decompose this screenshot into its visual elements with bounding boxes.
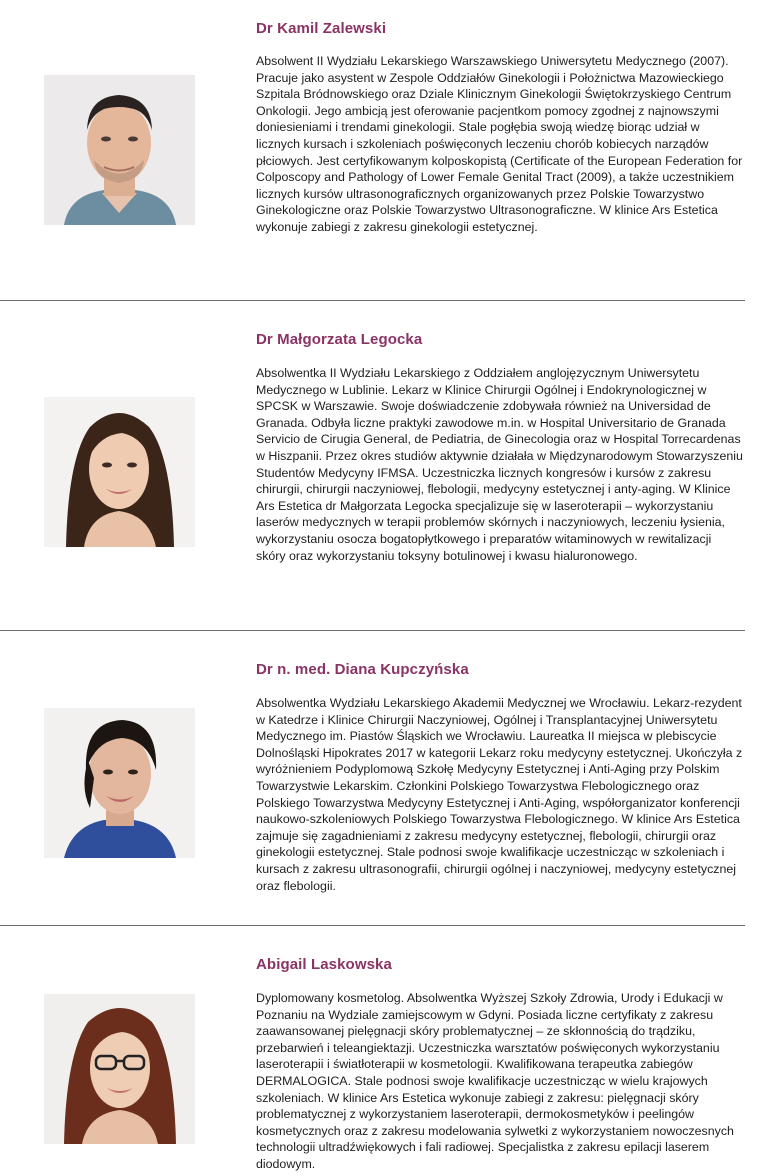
portrait-malgorzata-legocka [44, 397, 195, 547]
profile-malgorzata-legocka [0, 301, 761, 631]
portrait-kamil-zalewski [44, 75, 195, 225]
profile-kamil-zalewski [0, 0, 761, 301]
portrait-abigail-laskowska [44, 994, 195, 1144]
profile-bio: Absolwentka II Wydziału Lekarskiego z Oddziałem anglojęzycznym Uniwersytetu Medycznego w Lublinie. Lekarz w Klinice Chirurgii Ogólnej i Endokrynologicznej w SPCSK w Warszawie. Swoje doświadczenie zdobywała również na Universidad de Granada. Odbyła liczne praktyki zawodowe m.in. w Hospital Universitario de Granada Servicio de Cirugia General, de Pediatria, de Ginecologia oraz w Hospital Torrecardenas w Hiszpanii. Przez okres studiów aktywnie działała w Międzynarodowym Stowarzyszeniu Studentów Medycyny IFMSA. Uczestniczka licznych kongresów i kursów z zakresu chirurgii, chirurgii naczyniowej, flebologii, medycyny estetycznej i anty-aging. W Klinice Ars Estetica dr Małgorzata Legocka specjalizuje się w laseroterapii – wykorzystaniu laserów medycznych w terapii problemów skórnych i naczyniowych, leczeniu łysienia, wykorzystaniu osocza bogatopłytkowego i preparatów witaminowych w rewitalizacji skóry oraz wykorzystaniu toksyny botulinowej i kwasu hialuronowego. [256, 366, 743, 563]
profile-name: Dr Małgorzata Legocka [256, 331, 423, 348]
profile-bio: Absolwent II Wydziału Lekarskiego Warszawskiego Uniwersytetu Medycznego (2007). Pracuje jako asystent w Zespole Oddziałów Ginekologii i Położnictwa Mazowieckiego Szpitala Bródnowskiego oraz Dziale Klinicznym Ginekologii Świętokrzyskiego Centrum Onkologii. Jego ambicją jest oferowanie pacjentkom pomocy zgodnej z najnowszymi doniesieniami i trendami ginekologii. Stale pogłębia swoją wiedzę biorąc udział w licznych kursach i szkoleniach poświęconych leczeniu chorób kobiecych narządów płciowych. Jest certyfikowanym kolposkopistą (Certificate of the European Federation for Colposcopy and Pathology of Lower Female Genital Tract (2009), a także uczestnikiem licznych kursów ultrasonograficznych organizowanych przez Polskie Towarzystwo Ginekologiczne oraz Polskie Towarzystwo Ultrasonograficzne. W klinice Ars Estetica wykonuje zabiegi z zakresu ginekologii estetycznej. [256, 54, 743, 234]
profile-name: Dr Kamil Zalewski [256, 20, 387, 37]
portrait-diana-kupczynska [44, 708, 195, 858]
profile-name: Abigail Laskowska [256, 956, 392, 973]
profile-bio: Dyplomowany kosmetolog. Absolwentka Wyższej Szkoły Zdrowia, Urody i Edukacji w Poznaniu na Wydziale zamiejscowym w Gdyni. Posiada liczne certyfikaty z zakresu zaawansowanej pielęgnacji skóry problematycznej – ze skłonnością do trądziku, przebarwień i teleangiektazji. Uczestniczka warsztatów poświęconych wykorzystaniu laseroterapii i światłoterapii w kosmetologii. Kwalifikowana terapeutka zabiegów DERMALOGICA. Stale podnosi swoje kwalifikacje uczestnicząc w wielu krajowych szkoleniach. W klinice Ars Estetica wykonuje zabiegi z zakresu: pielęgnacji skóry problematycznej z wykorzystaniem laseroterapii, dermokosmetyków i peelingów kosmetycznych oraz z zakresu modelowania sylwetki z wykorzystaniem nowoczesnych technologii ultradźwiękowych i fali radiowej. Specjalistka z zakresu epilacji laserem diodowym. [256, 991, 734, 1171]
profile-name: Dr n. med. Diana Kupczyńska [256, 661, 469, 678]
profile-bio: Absolwentka Wydziału Lekarskiego Akademii Medycznej we Wrocławiu. Lekarz-rezydent w Katedrze i Klinice Chirurgii Naczyniowej, Ogólnej i Transplantacyjnej Uniwersytetu Medycznego im. Piastów Śląskich we Wrocławiu. Laureatka II miejsca w plebiscycie Dolnośląski Hipokrates 2017 w kategorii Lekarz roku medycyny estetycznej. Ukończyła z wyróżnieniem Podyplomową Szkołę Medycyny Estetycznej i Anti-Aging przy Polskim Towarzystwie Lekarskim. Członkini Polskiego Towarzystwa Flebologicznego oraz Polskiego Towarzystwa Medycyny Estetycznej i Anti-Aging, współorganizator konferencji naukowo-szkoleniowych Polskiego Towarzystwa Flebologicznego. W klinice Ars Estetica zajmuje się zagadnieniami z zakresu medycyny estetycznej, flebologii, chirurgii oraz ginekologii estetycznej. Stale podnosi swoje kwalifikacje uczestnicząc w szkoleniach i kursach z zakresu ultrasonografii, chirurgii ogólnej i naczyniowej, medycyny estetycznej oraz flebologii. [256, 696, 743, 893]
profile-diana-kupczynska [0, 631, 761, 926]
profile-abigail-laskowska [0, 926, 761, 1176]
